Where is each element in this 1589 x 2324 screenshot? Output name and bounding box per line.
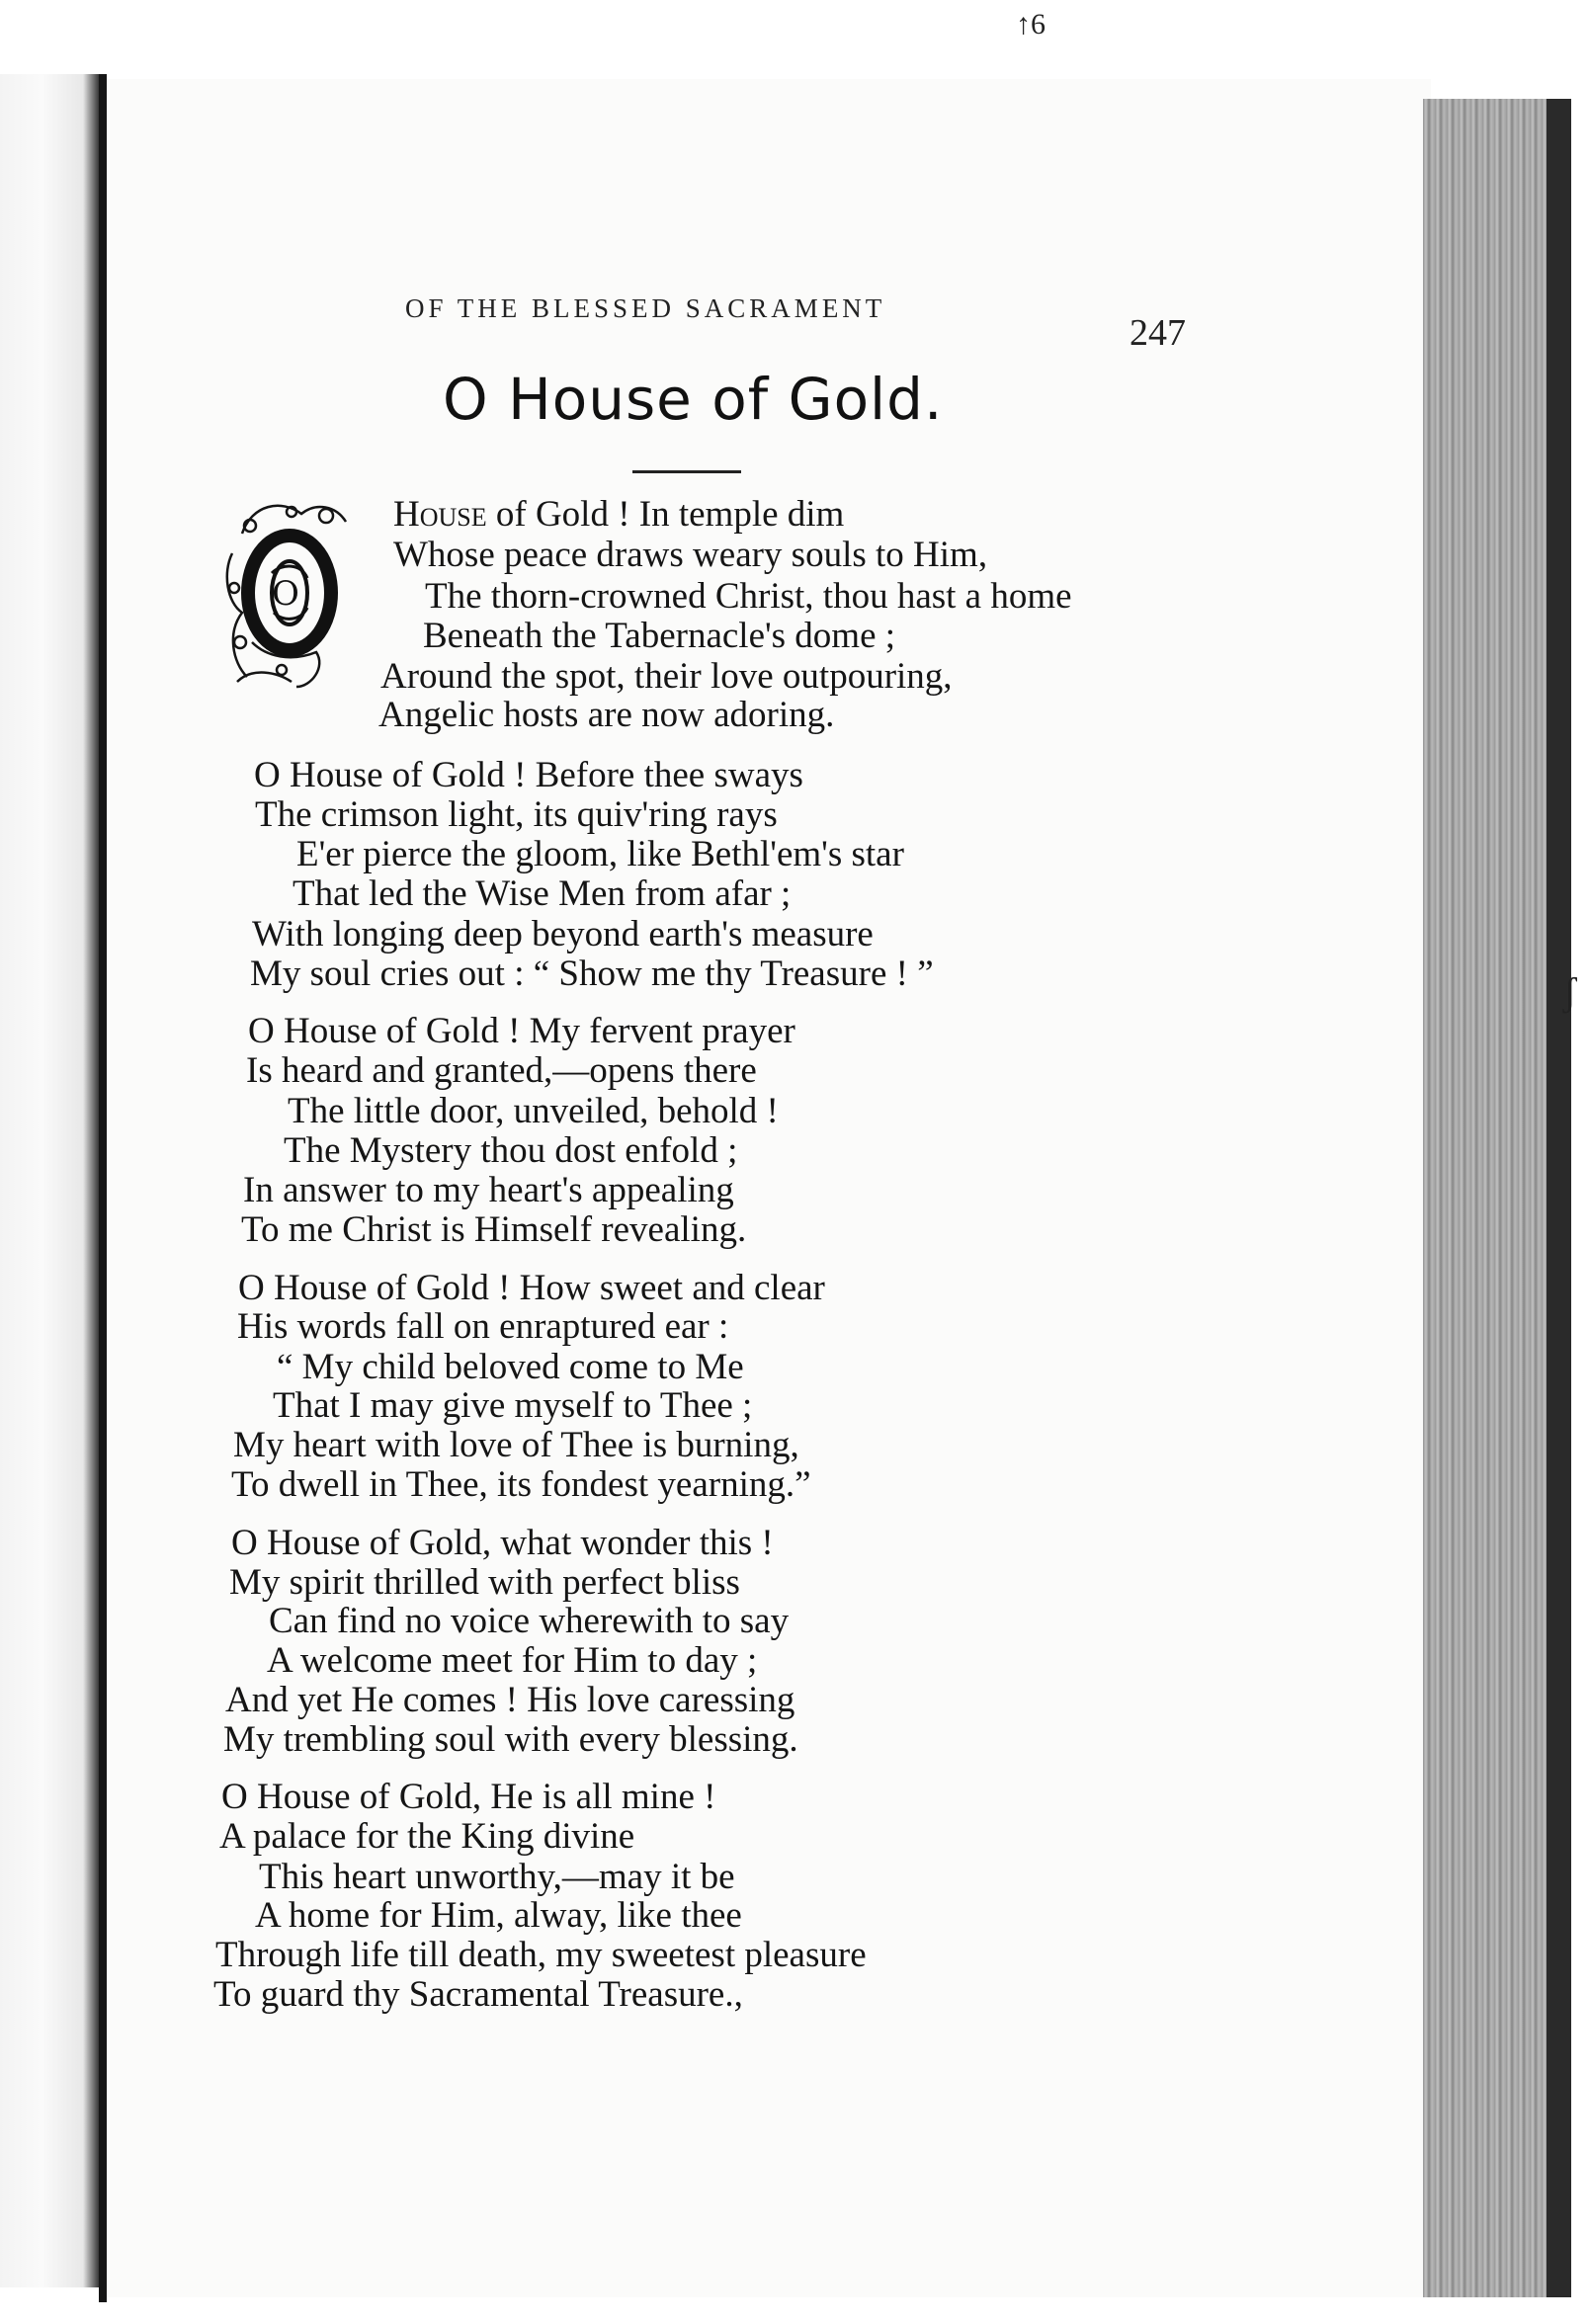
line-text: To guard thy Sacramental Treasure., bbox=[213, 1974, 743, 2015]
page-number: 247 bbox=[1129, 312, 1186, 354]
line-text: Is heard and granted,—opens there bbox=[246, 1050, 757, 1091]
poem-line bbox=[393, 537, 987, 573]
poem-line bbox=[246, 1052, 757, 1089]
line-text: And yet He comes ! His love caressing bbox=[225, 1680, 795, 1720]
poem-line bbox=[231, 1466, 811, 1503]
poem-line bbox=[223, 1721, 798, 1758]
poem-line bbox=[241, 1211, 746, 1248]
line-text: Angelic hosts are now adoring. bbox=[378, 695, 835, 735]
poem-line bbox=[221, 1779, 715, 1815]
poem-line bbox=[225, 1682, 794, 1718]
line-text: Through life till death, my sweetest pleasure bbox=[215, 1935, 867, 1975]
poem-line bbox=[229, 1564, 740, 1601]
line-text: The Mystery thou dost enfold ; bbox=[284, 1130, 738, 1171]
line-text: To me Christ is Himself revealing. bbox=[241, 1209, 747, 1250]
poem-line bbox=[380, 658, 953, 695]
book-cover-edge bbox=[1547, 99, 1571, 2297]
poem-line bbox=[243, 1172, 734, 1208]
line-text: The crimson light, its quiv'ring rays bbox=[255, 794, 778, 835]
title-rule bbox=[632, 470, 741, 473]
poem-line bbox=[425, 578, 1072, 615]
left-page-edge bbox=[0, 74, 104, 2287]
line-text: Beneath the Tabernacle's dome ; bbox=[423, 616, 896, 656]
line-text: My trembling soul with every blessing. bbox=[223, 1719, 798, 1760]
poem-line bbox=[255, 796, 778, 833]
line-text: That I may give myself to Thee ; bbox=[273, 1385, 753, 1426]
poem-line bbox=[237, 1308, 728, 1345]
poem-line bbox=[215, 1937, 867, 1973]
line-text: With longing deep beyond earth's measure bbox=[252, 914, 874, 954]
binding-shadow bbox=[99, 74, 107, 2302]
top-ink-mark: ↑6 bbox=[1016, 8, 1045, 41]
line-text: A home for Him, alway, like thee bbox=[255, 1895, 742, 1936]
poem-line bbox=[255, 1897, 742, 1934]
poem-line bbox=[393, 496, 844, 533]
line-text: A welcome meet for Him to day ; bbox=[267, 1640, 758, 1681]
poem-line bbox=[213, 1976, 743, 2013]
poem-line bbox=[259, 1859, 735, 1895]
line-text: Whose peace draws weary souls to Him, bbox=[393, 535, 988, 575]
poem-title: O House of Gold. bbox=[443, 366, 944, 433]
poem-line bbox=[277, 1349, 744, 1385]
line-text: My heart with love of Thee is burning, bbox=[233, 1425, 799, 1465]
poem-line bbox=[284, 1132, 737, 1169]
poem-line bbox=[238, 1270, 825, 1306]
poem-line bbox=[231, 1525, 774, 1561]
poem-line bbox=[233, 1427, 799, 1463]
poem-line bbox=[250, 955, 934, 992]
line-text: Around the spot, their love outpouring, bbox=[380, 656, 953, 697]
line-text: In answer to my heart's appealing bbox=[243, 1170, 734, 1210]
line-text: His words fall on enraptured ear : bbox=[237, 1306, 729, 1347]
line-text: My soul cries out : “ Show me thy Treasure ! ” bbox=[250, 954, 934, 994]
line-text: O House of Gold ! My fervent prayer bbox=[248, 1011, 795, 1051]
line-text: This heart unworthy,—may it be bbox=[259, 1857, 735, 1897]
poem-line bbox=[267, 1642, 757, 1679]
poem-line bbox=[296, 836, 904, 872]
running-head: OF THE BLESSED SACRAMENT bbox=[405, 293, 886, 323]
poem-line bbox=[423, 618, 895, 654]
poem-line bbox=[293, 875, 791, 912]
line-text: E'er pierce the gloom, like Bethl'em's star bbox=[296, 834, 904, 874]
line-text: My spirit thrilled with perfect bliss bbox=[229, 1562, 740, 1603]
line-text: O House of Gold ! Before thee sways bbox=[254, 755, 803, 795]
line-text: The thorn-crowned Christ, thou hast a home bbox=[425, 576, 1072, 617]
poem-line bbox=[378, 697, 834, 733]
poem-line bbox=[254, 757, 803, 793]
poem-line bbox=[273, 1387, 752, 1424]
line-text: of Gold ! In temple dim bbox=[486, 494, 845, 535]
ornamental-floral-initial-icon bbox=[222, 494, 351, 692]
poem-line bbox=[248, 1013, 795, 1049]
line-text: O House of Gold, He is all mine ! bbox=[221, 1777, 716, 1817]
drop-cap-letter: O bbox=[272, 574, 299, 614]
first-word-small-caps: House bbox=[393, 494, 487, 535]
line-text: To dwell in Thee, its fondest yearning.” bbox=[231, 1464, 811, 1505]
poem-line bbox=[252, 916, 874, 953]
line-text: A palace for the King divine bbox=[219, 1816, 635, 1857]
line-text: Can find no voice wherewith to say bbox=[269, 1601, 790, 1641]
side-ink-mark: ʃ bbox=[1563, 969, 1577, 1014]
line-text: That led the Wise Men from afar ; bbox=[293, 873, 792, 914]
line-text: “ My child beloved come to Me bbox=[277, 1347, 744, 1387]
poem-line bbox=[288, 1093, 779, 1129]
line-text: O House of Gold ! How sweet and clear bbox=[238, 1268, 825, 1308]
poem-line bbox=[269, 1603, 789, 1639]
poem-line bbox=[219, 1818, 634, 1855]
line-text: O House of Gold, what wonder this ! bbox=[231, 1523, 774, 1563]
line-text: The little door, unveiled, behold ! bbox=[288, 1091, 779, 1131]
